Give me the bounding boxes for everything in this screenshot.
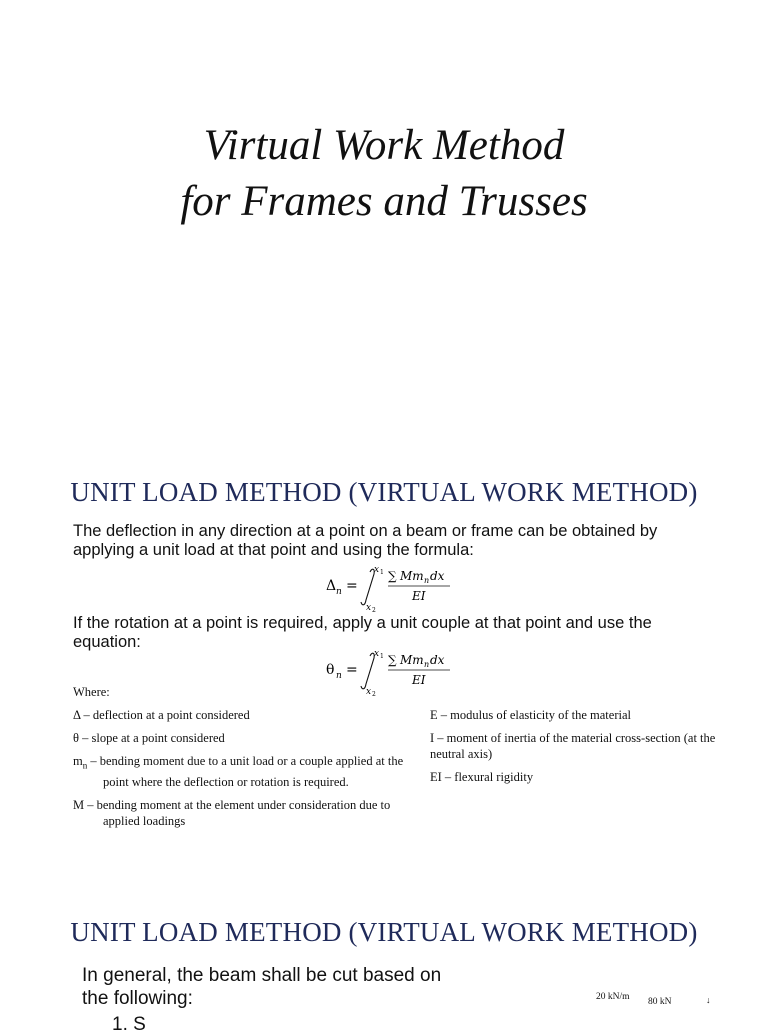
integral-sign	[361, 653, 374, 689]
slide-heading: UNIT LOAD METHOD (VIRTUAL WORK METHOD)	[70, 477, 698, 507]
lower-limit: x	[366, 603, 372, 613]
sum-sign: ∑	[388, 653, 397, 667]
formula-equals: =	[346, 662, 358, 678]
def-mn-symbol: m	[73, 754, 83, 768]
numerator-dx: dx	[430, 569, 445, 583]
rotation-formula	[0, 646, 768, 696]
denominator: EI	[412, 589, 426, 603]
presentation-title	[0, 118, 768, 230]
upper-limit: x	[374, 649, 380, 659]
formula-lhs-sub: n	[336, 587, 342, 597]
deflection-formula	[0, 562, 768, 612]
upper-limit-sub: 1	[380, 653, 384, 660]
def-M: M – bending moment at the element under consideration due to applied loadings	[73, 797, 391, 828]
sum-sign: ∑	[388, 569, 397, 583]
formula-lhs: Δ	[326, 578, 337, 594]
beam-diagram	[560, 992, 760, 1032]
numerator: Mm	[400, 653, 424, 667]
def-mn-sub: n	[82, 760, 88, 771]
formula-lhs-sub: n	[336, 671, 342, 681]
deflection-formula-svg	[320, 562, 460, 612]
unit-load-slide-2	[0, 884, 768, 1035]
rotation-paragraph: If the rotation at a point is required, apply a unit couple at that point and use the equation:	[73, 614, 652, 651]
title-line-2: for Frames and Trusses	[180, 178, 588, 225]
lower-limit-sub: 2	[372, 607, 376, 614]
numerator-sub: n	[424, 660, 430, 669]
numerator-dx: dx	[430, 653, 445, 667]
numerator: Mm	[400, 569, 424, 583]
def-I: I – moment of inertia of the material cross-section (at the neutral axis)	[430, 731, 716, 761]
denominator: EI	[412, 673, 426, 687]
def-E: E – modulus of elasticity of the material	[430, 708, 631, 722]
intro-paragraph: The deflection in any direction at a point on a beam or frame can be obtained by applying a unit load at that point and using the formula:	[73, 522, 658, 559]
definitions-right	[430, 707, 730, 792]
where-label: Where:	[73, 685, 110, 699]
def-mn	[73, 753, 413, 790]
lower-limit-sub: 2	[372, 691, 376, 698]
title-line-1: Virtual Work Method	[203, 122, 565, 169]
def-delta: Δ – deflection at a point considered	[73, 708, 250, 722]
formula-lhs: θ	[326, 662, 335, 678]
def-mn-text: – bending moment due to a unit load or a couple applied at the point where the deflection or rotation is required.	[87, 754, 404, 789]
lower-limit: x	[366, 687, 372, 697]
arrow-icon: ↓	[706, 995, 711, 1005]
unit-load-slide	[0, 452, 768, 882]
upper-limit: x	[374, 565, 380, 575]
definitions-left	[73, 707, 413, 836]
load-label-distributed: 20 kN/m	[596, 992, 630, 1002]
numerator-sub: n	[424, 576, 430, 585]
def-EI: EI – flexural rigidity	[430, 770, 534, 784]
rotation-formula-svg	[320, 646, 460, 696]
load-label-point: 80 kN	[648, 997, 672, 1007]
slide-heading: UNIT LOAD METHOD (VIRTUAL WORK METHOD)	[70, 917, 698, 947]
upper-limit-sub: 1	[380, 569, 384, 576]
def-theta: θ – slope at a point considered	[73, 731, 225, 745]
integral-sign	[361, 569, 374, 605]
title-slide	[0, 0, 768, 450]
body-paragraph: In general, the beam shall be cut based on the following:	[82, 965, 442, 1009]
formula-equals: =	[346, 578, 358, 594]
list-item: 1. S	[112, 1014, 146, 1035]
